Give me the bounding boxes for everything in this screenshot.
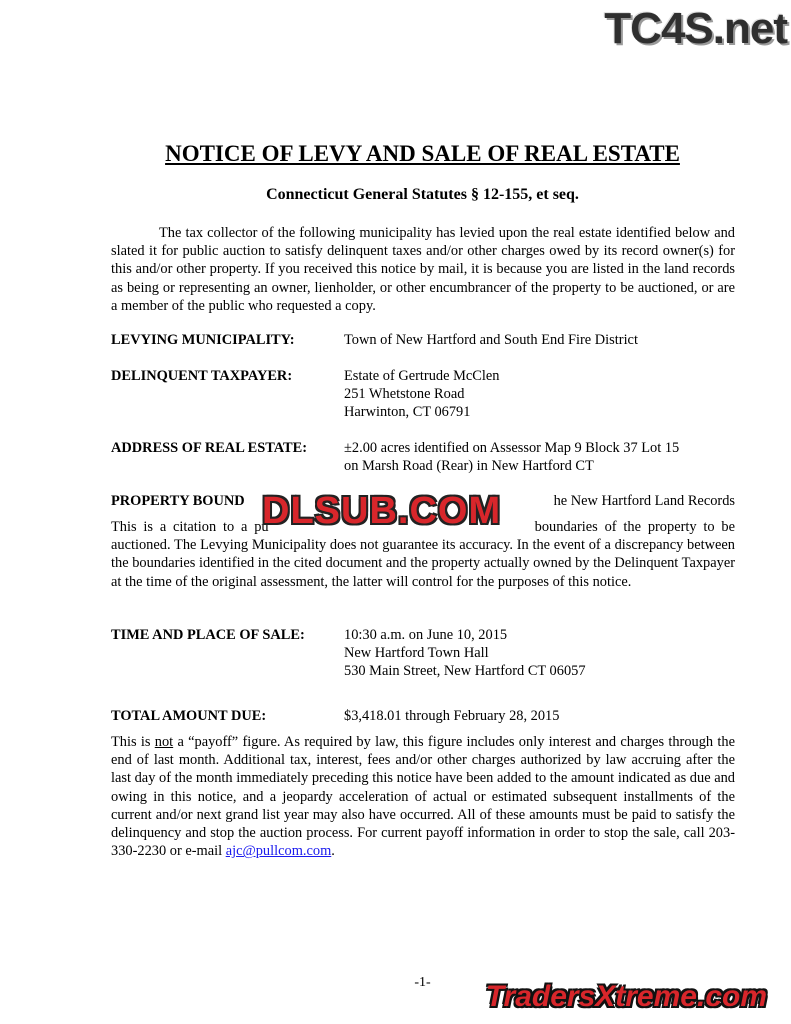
total-amount-value: $3,418.01 through February 28, 2015 [344,708,560,724]
sale-label: TIME AND PLACE OF SALE: [111,627,305,643]
property-boundaries-value: he New Hartford Land Records [553,493,735,509]
sale-venue: New Hartford Town Hall [344,645,489,662]
levying-municipality-label: LEVYING MUNICIPALITY: [111,332,295,348]
dlsub-watermark: DLSUB.COM [262,490,502,532]
sale-time: 10:30 a.m. on June 10, 2015 [344,627,508,643]
sale-value [344,626,586,681]
intro-paragraph: The tax collector of the following municipality has levied upon the real estate identified below and slated it for public auction to satisfy delinquent taxes and/or other charges owed by its record owner(s) for this and/or other property. If you received this notice by mail, it is because you are listed in the land records as being or representing an owner, lienholder, or other encumbrancer of the property to be auctioned, or are a member of the public who requested a copy. [111,225,735,314]
payoff-text-end: . [331,843,335,860]
levying-municipality-value: Town of New Hartford and South End Fire District [344,332,638,348]
tradersxtreme-watermark: TradersXtreme.com [485,980,767,1013]
payoff-text-pre: This is [111,734,155,750]
address-line-1: ±2.00 acres identified on Assessor Map 9 Block 37 Lot 15 [344,440,680,456]
taxpayer-name: Estate of Gertrude McClen [344,368,500,384]
boundaries-text-start: This is a citation to a pu [111,519,269,535]
boundaries-text-end: boundaries of the property to be auctioned. The Levying Municipality does not guarantee its accuracy. In the event of a discrepancy between the boundaries identified in the cited document and the property actually owned by the Delinquent Taxpayer at the time of the original assessment, the latter will control for the purposes of this notice. [111,519,735,590]
payoff-paragraph [111,733,735,860]
payoff-text-body: a “payoff” figure. As required by law, this figure includes only interest and charges through the end of last month. Additional tax, interest, fees and/or other charges authorized by law accruing after the last day of the month immediately preceding this notice have been added to the amount indicated as due and owing in this notice, and a jeopardy acceleration of actual or estimated subsequent installments of the current and/or next grand list year may also have occurred. All of these amounts must be paid to satisfy the delinquency and stop the auction process. For current payoff information in order to stop the sale, call 203-330-2230 or e-mail [111,734,735,860]
email-link[interactable]: ajc@pullcom.com [225,843,332,860]
real-estate-address-label: ADDRESS OF REAL ESTATE: [111,440,308,456]
not-emphasis: not [154,734,174,750]
property-boundaries-label: PROPERTY BOUND [111,493,245,509]
delinquent-taxpayer-value [344,367,499,422]
real-estate-address-value [344,439,679,475]
address-line-2: on Marsh Road (Rear) in New Hartford CT [344,458,594,475]
page-title: NOTICE OF LEVY AND SALE OF REAL ESTATE [165,141,680,166]
total-amount-label: TOTAL AMOUNT DUE: [111,708,267,724]
page-number: -1- [414,975,431,990]
tc4s-watermark: TC4S.net [604,4,787,53]
taxpayer-city: Harwinton, CT 06791 [344,404,471,421]
taxpayer-street: 251 Whetstone Road [344,386,465,403]
delinquent-taxpayer-label: DELINQUENT TAXPAYER: [111,368,293,384]
statute-subtitle: Connecticut General Statutes § 12-155, et seq. [266,186,579,203]
sale-street: 530 Main Street, New Hartford CT 06057 [344,663,586,680]
